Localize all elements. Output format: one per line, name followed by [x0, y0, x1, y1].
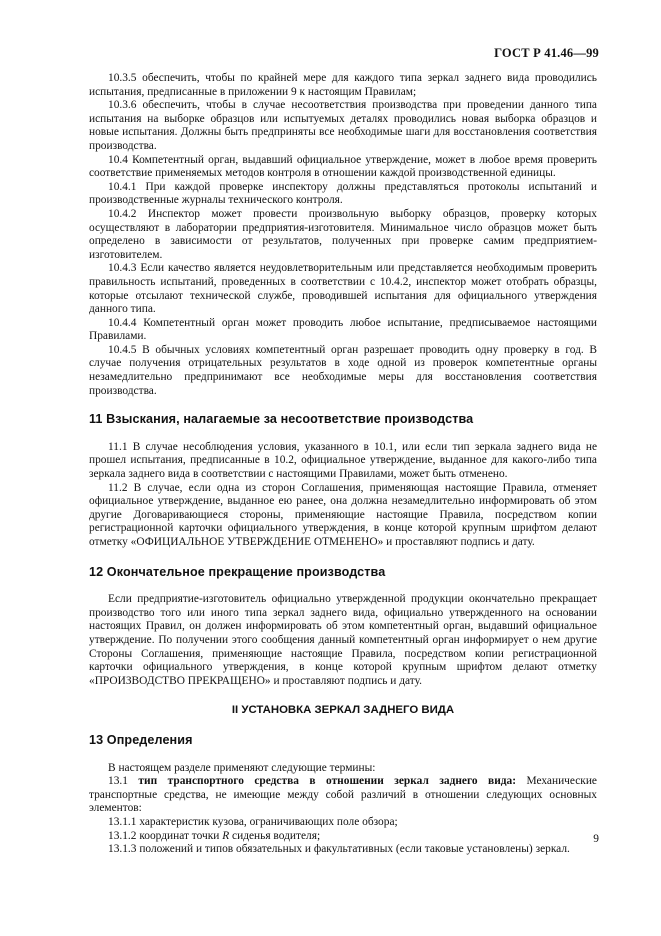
paragraph-10-4: 10.4 Компетентный орган, выдавший официальное утверждение, может в любое время проверить соответствие применяемых методов контроля в отношении каждой производственной единицы.	[89, 153, 597, 180]
paragraph-13-intro: В настоящем разделе применяют следующие термины:	[108, 761, 376, 774]
paragraph-10-3-5: 10.3.5 обеспечить, чтобы по крайней мере для каждого типа зеркал заднего вида проводились испытания, предписанные в приложении 9 к настоящим Правилам;	[89, 72, 597, 98]
section-11-title: 11 Взыскания, налагаемые за несоответствие производства	[89, 412, 474, 427]
section-13-title: 13 Определения	[89, 732, 193, 747]
paragraph-13-1-number: 13.1	[108, 775, 128, 788]
paragraph-13-1-2-post: сиденья водителя;	[229, 829, 321, 842]
document-header: ГОСТ Р 41.46—99	[494, 46, 599, 60]
paragraph-13-1-2	[89, 830, 597, 844]
paragraph-10-4-4: 10.4.4 Компетентный орган может проводить любое испытание, предписываемое настоящими Правилами.	[89, 316, 597, 343]
page-content	[89, 72, 597, 857]
paragraph-11-2: 11.2 В случае, если одна из сторон Соглашения, применяющая настоящие Правила, отменяет официальное утверждение, выданное ею ранее, она должна незамедлительно информировать об этом другие Договаривающиеся стороны, применяющие настоящие Правила, посредством копии регистрационной карточки официального утверждения, в конце которой крупным шрифтом делают отметку «ОФИЦИАЛЬНОЕ УТВЕРЖДЕНИЕ ОТМЕНЕНО» и проставляют подпись и дату.	[89, 481, 597, 548]
paragraph-10-4-1: 10.4.1 При каждой проверке инспектору должны представляться протоколы испытаний и производственные журналы технического контроля.	[89, 180, 597, 207]
paragraph-12: Если предприятие-изготовитель официально утвержденной продукции окончательно прекращает производство того или иного типа зеркал заднего вида, официально утвержденного на основании настоящих Правил, он должен информировать об этом компетентный орган, выдавший официальное утверждение. По получении этого сообщения данный компетентный орган информирует о нем другие Стороны Соглашения, применяющие настоящие Правила, посредством копии регистрационной карточки официального утверждения, в конце которой крупным шрифтом делают отметку «ПРОИЗВОДСТВО ПРЕКРАЩЕНО» и проставляют подпись и дату.	[89, 593, 597, 687]
point-r-symbol: R	[222, 829, 230, 842]
page-number: 9	[593, 833, 599, 845]
paragraph-10-4-3: 10.4.3 Если качество является неудовлетворительным или представляется необходимым проверить правильность испытаний, проведенных в соответствии с 10.4.2, инспектор может отобрать образцы, которые отсылают технической службе, проводившей испытания для официального утверждения данного типа.	[89, 262, 597, 316]
part-2-title: II УСТАНОВКА ЗЕРКАЛ ЗАДНЕГО ВИДА	[231, 704, 455, 717]
paragraph-10-3-6: 10.3.6 обеспечить, чтобы в случае несоответствия производства при проведении данного типа испытания на выборке образцов или испытуемых деталях проводились новая выборка образцов и новые испытания. Должны быть предприняты все необходимые шаги для восстановления соответствия производства.	[89, 99, 597, 152]
paragraph-13-1-1: 13.1.1 характеристик кузова, ограничивающих поле обзора;	[108, 815, 398, 828]
paragraph-11-1: 11.1 В случае несоблюдения условия, указанного в 10.1, или если тип зеркала заднего вида не прошел испытания, предписанные в 10.2, официальное утверждение, выданное для какого-либо типа зеркала заднего вида в соответствии с настоящими Правилами, может быть отменено.	[89, 440, 597, 481]
paragraph-13-1-rest: Механические транспортные средства, не имеющие между собой различий в отношении следующих основных элементов:	[89, 775, 597, 815]
paragraph-13-1-3: 13.1.3 положений и типов обязательных и факультативных (если таковые установлены) зеркал.	[108, 843, 570, 856]
section-12-title: 12 Окончательное прекращение производства	[89, 564, 386, 579]
paragraph-10-4-2: 10.4.2 Инспектор может провести произвольную выборку образцов, проверку которых осуществляют в лаборатории предприятия-изготовителя. Минимальное число образцов может быть определено в зависимости от результатов, полученных при проверке самим предприятием-изготовителем.	[89, 207, 597, 261]
paragraph-13-1	[89, 775, 597, 816]
paragraph-10-4-5: 10.4.5 В обычных условиях компетентный орган разрешает проводить одну проверку в год. В случае получения отрицательных результатов в ходе одной из проверок компетентные органы незамедлительно предпринимают все необходимые меры для восстановления соответствия производства.	[89, 343, 597, 397]
paragraph-13-1-2-pre: 13.1.2 координат точки	[108, 829, 223, 842]
term-vehicle-type: тип транспортного средства в отношении зеркал заднего вида:	[138, 775, 517, 788]
